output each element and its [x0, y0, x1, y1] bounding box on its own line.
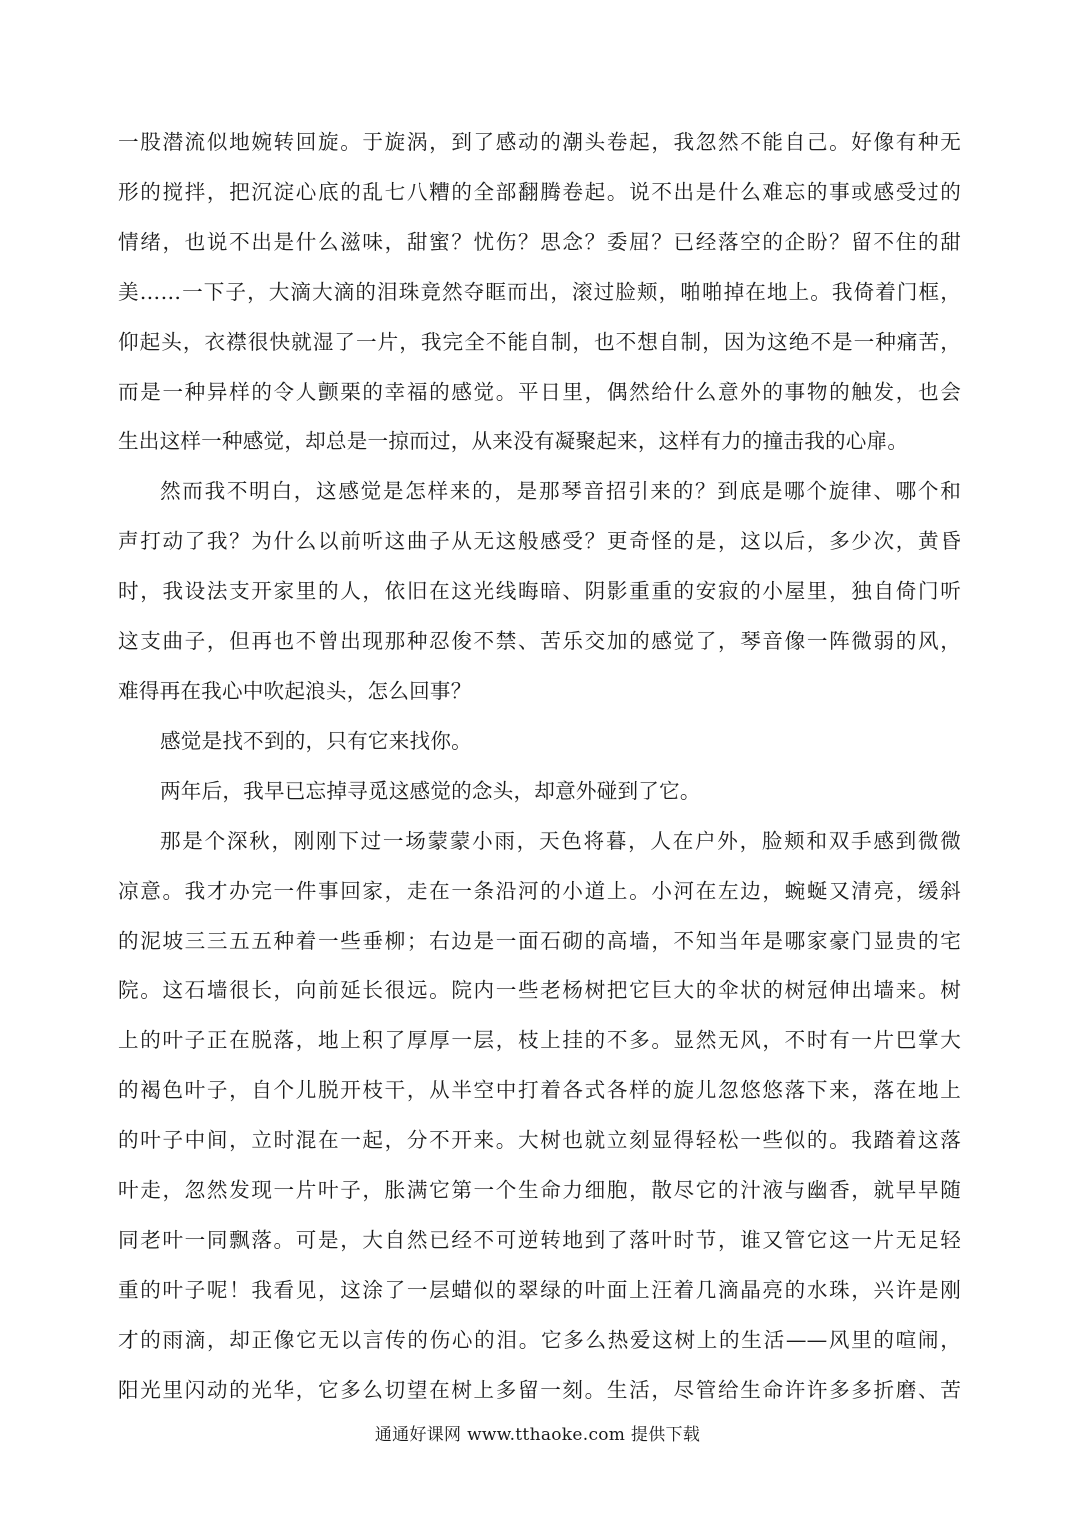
text-line: 同老叶一同飘落。可是，大自然已经不可逆转地到了落叶时节，谁又管它这一片无足轻: [118, 1227, 961, 1252]
text-line: 的褐色叶子，自个儿脱开枝干，从半空中打着各式各样的旋儿忽悠悠落下来，落在地上: [118, 1078, 961, 1103]
text-line: 两年后，我早已忘掉寻觅这感觉的念头，却意外碰到了它。: [160, 778, 701, 803]
text-line: 生出这样一种感觉，却总是一掠而过，从来没有凝聚起来，这样有力的撞击我的心扉。: [118, 429, 909, 454]
text-line: 形的搅拌，把沉淀心底的乱七八糟的全部翻腾卷起。说不出是什么难忘的事或感受过的: [118, 179, 961, 204]
text-line: 时，我设法支开家里的人，依旧在这光线晦暗、阴影重重的安寂的小屋里，独自倚门听: [118, 579, 961, 604]
paragraph: [118, 817, 961, 1416]
paragraph: [118, 467, 961, 717]
text-line: 的泥坡三三五五种着一些垂柳；右边是一面石砌的高墙，不知当年是哪家豪门显贵的宅: [118, 928, 961, 953]
text-line: 仰起头，衣襟很快就湿了一片，我完全不能自制，也不想自制，因为这绝不是一种痛苦，: [118, 329, 961, 354]
text-line: 重的叶子呢！我看见，这涂了一层蜡似的翠绿的叶面上汪着几滴晶亮的水珠，兴许是刚: [118, 1277, 961, 1302]
text-line: 阳光里闪动的光华，它多么切望在树上多留一刻。生活，尽管给生命许许多多折磨、苦: [118, 1377, 961, 1402]
paragraph: [118, 767, 961, 817]
page-footer: 通通好课网 www.tthaoke.com 提供下载: [374, 1425, 701, 1445]
paragraph: [118, 118, 961, 467]
text-line: 情绪，也说不出是什么滋味，甜蜜？忧伤？思念？委屈？已经落空的企盼？留不住的甜: [118, 229, 961, 254]
text-line: 感觉是找不到的，只有它来找你。: [160, 728, 472, 753]
text-line: 而是一种异样的令人颤栗的幸福的感觉。平日里，偶然给什么意外的事物的触发，也会: [118, 379, 961, 404]
text-line: 凉意。我才办完一件事回家，走在一条沿河的小道上。小河在左边，蜿蜒又清亮，缓斜: [118, 878, 961, 903]
text-line: 一股潜流似地婉转回旋。于旋涡，到了感动的潮头卷起，我忽然不能自己。好像有种无: [118, 130, 961, 154]
text-line: 那是个深秋，刚刚下过一场蒙蒙小雨，天色将暮，人在户外，脸颊和双手感到微微: [160, 828, 961, 853]
text-line: 难得再在我心中吹起浪头，怎么回事？: [118, 678, 472, 703]
text-line: 院。这石墙很长，向前延长很远。院内一些老杨树把它巨大的伞状的树冠伸出墙来。树: [118, 978, 961, 1003]
text-line: 叶走，忽然发现一片叶子，胀满它第一个生命力细胞，散尽它的汁液与幽香，就早早随: [118, 1178, 961, 1203]
paragraph: [118, 717, 961, 767]
text-line: 然而我不明白，这感觉是怎样来的，是那琴音招引来的？到底是哪个旋律、哪个和: [160, 479, 961, 504]
text-line: 的叶子中间，立时混在一起，分不开来。大树也就立刻显得轻松一些似的。我踏着这落: [118, 1128, 961, 1153]
body-text: [118, 118, 961, 1416]
text-line: 上的叶子正在脱落，地上积了厚厚一层，枝上挂的不多。显然无风，不时有一片巴掌大: [118, 1028, 961, 1053]
text-line: 这支曲子，但再也不曾出现那种忍俊不禁、苦乐交加的感觉了，琴音像一阵微弱的风，: [118, 629, 961, 654]
text-line: 美……一下子，大滴大滴的泪珠竟然夺眶而出，滚过脸颊，啪啪掉在地上。我倚着门框，: [118, 279, 961, 304]
text-line: 声打动了我？为什么以前听这曲子从无这般感受？更奇怪的是，这以后，多少次，黄昏: [118, 529, 961, 554]
text-line: 才的雨滴，却正像它无以言传的伤心的泪。它多么热爱这树上的生活——风里的喧闹，: [118, 1327, 961, 1352]
